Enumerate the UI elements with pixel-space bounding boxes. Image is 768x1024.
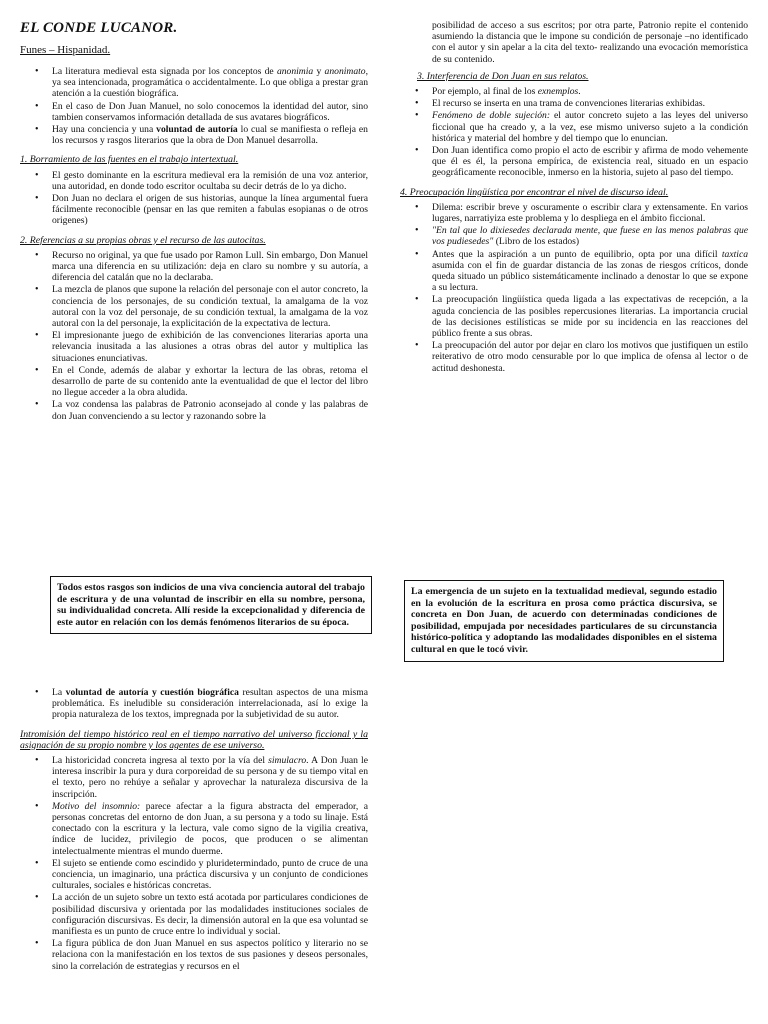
list-item: • Antes que la aspiración a un punto de equilibrio, opta por una difícil taxtica asumida con el fin de guardar distancia de las zonas de riesgos críticos, donde queda situado un público sistemáticamente inclinado a denostar lo que se expone a su lectura. — [432, 249, 748, 294]
list-item: • El recurso se inserta en una trama de convenciones literarias exhibidas. — [432, 98, 748, 109]
list-item: • En el caso de Don Juan Manuel, no solo conocemos la identidad del autor, sino tambien conservamos información detallada de sus avatares biográficos. — [52, 101, 368, 123]
list-item: • La preocupación del autor por dejar en claro los motivos que justifiquen un estilo reiterativo de otro modo censurable por lo que implica de ofensa al lector o de actitud deshonesta. — [432, 340, 748, 374]
list-item: • La preocupación lingüística queda ligada a las expectativas de recepción, a la aguda conciencia de las posibles repercusiones literarias. La importancia crucial de las decisiones estilísticas se mide por su incidencia en las reacciones del público frente a sus obras. — [432, 294, 748, 339]
right-column — [400, 20, 748, 375]
section-list — [20, 755, 368, 972]
list-item: • Dilema: escribir breve y oscuramente o escribir clara y extensamente. En varios lugares, narratiyiza este problema y lo despliega en el ámbito ficcional. — [432, 202, 748, 224]
list-item: • La voluntad de autoría y cuestión biográfica resultan aspectos de una misma problemática. Es ineludible su consideración interrelacionada, así lo exige la propia naturaleza de los textos, impregnada por la subjetividad de su autor. — [52, 687, 368, 721]
list-item: • La literatura medieval esta signada por los conceptos de anonimia y anonimato, ya sea intencionada, programática o accidentalmente. Lo que obliga a prestar gran atención a la cuestión biográfica. — [52, 66, 368, 100]
intro-list — [20, 66, 368, 146]
left-column — [20, 66, 368, 423]
list-item: • Hay una conciencia y una voluntad de autoría lo cual se manifiesta o refleja en los recursos y rasgos literarios que la obra de Don Manuel desarrolla. — [52, 124, 368, 146]
summary-box-right: La emergencia de un sujeto en la textualidad medieval, segundo estadio en la evolución de la escritura en prosa como práctica discursiva, se concreta en Don Juan, de acuerdo con determinadas condiciones de posibilidad, empujada por necesidades particulares de su circunstancia histórico-política y adoptando las modalidades disponibles en el sistema cultural en que le tocó vivir. — [404, 580, 724, 662]
bottom-column — [20, 687, 368, 973]
list-item: • La historicidad concreta ingresa al texto por la vía del simulacro. A Don Juan le interesa inscribir la pura y dura corporeidad de su persona y de su tiempo vital en el texto, pero no rehúye a señalar y aprovechar la naturaleza discursiva de la inscripción. — [52, 755, 368, 800]
section-heading: 2. Referencias a su propias obras y el recurso de las autocitas. — [20, 234, 266, 246]
section-list — [20, 250, 368, 422]
section-heading: 4. Preocupación lingüística por encontrar el nivel de discurso ideal. — [400, 186, 669, 198]
list-item: • La acción de un sujeto sobre un texto está acotada por particulares condiciones de posibilidad discursiva y orientada por las modalidades instituciones sociales de configuración discursivas. Es decir, la dimensión autoral en la que esa voluntad se manifiesta es un punto de cruce entre lo individual y social. — [52, 892, 368, 937]
section-list — [400, 202, 748, 374]
list-item: • Motivo del insomnio: parece afectar a la figura abstracta del emperador, a personas concretas del entorno de don Juan, a su persona y a todo su linaje. Está conectado con la escritura y la lectura, vale como signo de la vigilia creativa, índice de lucidez, privilegio de pocos, que producen o se alimentan intelectualmente mientras el mundo duerme. — [52, 801, 368, 857]
section-heading: Intromisión del tiempo histórico real en el tiempo narrativo del universo ficcional y la asignación de su propio nombre y los agentes de ese universo. — [20, 728, 368, 751]
document-subtitle: Funes – Hispanidad. — [20, 44, 111, 56]
list-item: • La mezcla de planos que supone la relación del personaje con el autor concreto, la conciencia de los personajes, de su condición textual, la amalgama de la voz autoral con la voz del personaje, de su condición textual, la amalgama de la voz autoral con la del personaje, la explicitación de la expectativa de lectura. — [52, 284, 368, 329]
list-item: • Recurso no original, ya que fue usado por Ramon Lull. Sin embargo, Don Manuel marca una diferencia en su utilización: deja en claro su nombre y su autoría, a diferencia del catalán que no la declaraba. — [52, 250, 368, 284]
list-item: • La figura pública de don Juan Manuel en sus aspectos político y literario no se relaciona con la manifestación en los textos de sus pasiones y deseos personales, sino la correlación de estrategias y recursos en el — [52, 938, 368, 972]
section-list — [400, 86, 748, 179]
list-item: • El sujeto se entiende como escindido y pluridetermindado, punto de cruce de una conciencia, un imaginario, una práctica discursiva y un conjunto de condiciones culturales, sociales e históricas concretas. — [52, 858, 368, 892]
list-item: • La voz condensa las palabras de Patronio aconsejado al conde y las palabras de don Juan convenciendo a su lector y razonando sobre la — [52, 399, 368, 421]
list-item: • El impresionante juego de exhibición de las convenciones literarias aporta una relevancia inusitada a las alusiones a otras obras del autor y multiplica las situaciones enunciativas. — [52, 330, 368, 364]
bottom-intro-list — [20, 687, 368, 721]
section-list — [20, 170, 368, 227]
document-title: EL CONDE LUCANOR. — [20, 20, 178, 36]
list-item: • Por ejemplo, al final de los exnemplos. — [432, 86, 748, 97]
section-heading: 1. Borramiento de las fuentes en el trabajo intertextual. — [20, 154, 239, 166]
summary-box-left: Todos estos rasgos son indicios de una viva conciencia autoral del trabajo de escritura y de una voluntad de inscribir en ella su nombre, persona, su individualidad concreta. Allí reside la excepcionalidad y diferencia de este autor en relación con los demás fenómenos literarios de su época. — [50, 576, 372, 634]
continued-paragraph: posibilidad de acceso a sus escritos; por otra parte, Patronio repite el contenido asumiendo la distancia que le impone su condición de personaje –no identificado con el autor y sin apelar a la cita del texto- realizando una evocación memorística de su contenido. — [432, 20, 748, 65]
list-item: • Don Juan no declara el origen de sus historias, aunque la línea argumental fuera fácilmente reconocible (pensar en las que remiten a fabulas esopianas o de otros origenes) — [52, 193, 368, 227]
list-item: • Fenómeno de doble sujeción: el autor concreto sujeto a las leyes del universo ficcional que ha creado y, a la vez, ese mismo universo sujeto a la condición histórica y material del hombre y del tiempo que lo enuncian. — [432, 110, 748, 144]
list-item: • Don Juan identifica como propio el acto de escribir y afirma de modo vehemente que él es él, la persona empírica, de existencia real, situado en un espacio geográficamente reconocible, inmerso en la historia, sujeto al paso del tiempo. — [432, 145, 748, 179]
section-heading: 3. Interferencia de Don Juan en sus relatos. — [417, 70, 589, 82]
list-item: • En el Conde, además de alabar y exhortar la lectura de las obras, retoma el desarrollo de parte de su contenido ante la eventualidad de que el lector del libro no llegue acceder a la obra aludida. — [52, 365, 368, 399]
list-item: • El gesto dominante en la escritura medieval era la remisión de una voz anterior, una autoridad, en donde todo escritor ocultaba su decir detrás de lo ya dicho. — [52, 170, 368, 192]
list-item: • "En tal que lo dixiesedes declarada mente, que fuese en las menos palabras que vos pudiesedes" (Libro de los estados) — [432, 225, 748, 247]
